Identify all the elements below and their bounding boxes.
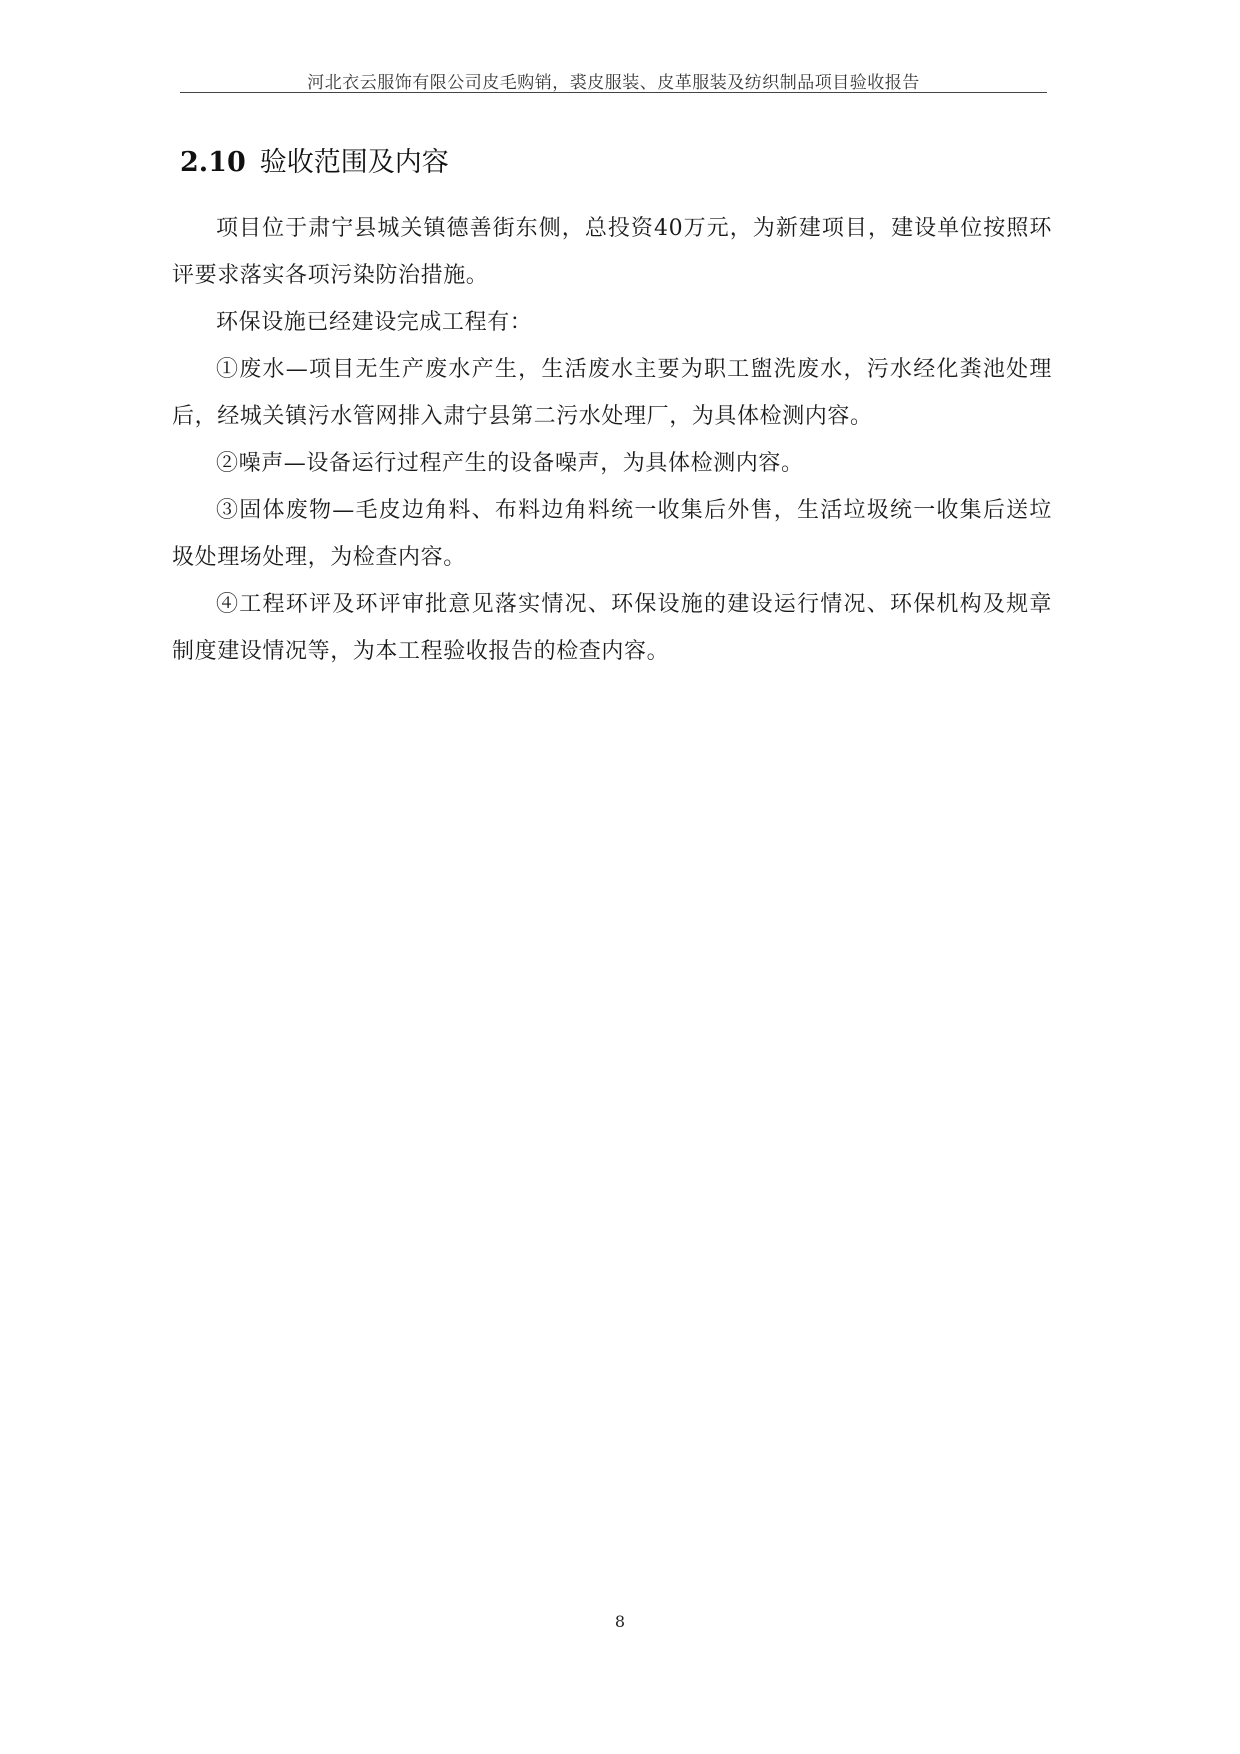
paragraph-facilities-intro: 环保设施已经建设完成工程有： bbox=[216, 310, 533, 335]
page-number: 8 bbox=[614, 1612, 626, 1631]
section-title: 验收范围及内容 bbox=[259, 147, 449, 178]
header-rule bbox=[180, 92, 1047, 93]
paragraph-noise: ②噪声—设备运行过程产生的设备噪声，为具体检测内容。 bbox=[216, 451, 804, 476]
paragraph-project-location: 项目位于肃宁县城关镇德善街东侧，总投资40万元，为新建项目，建设单位按照环评要求落实各项污染防治措施。 bbox=[172, 216, 1052, 288]
running-header: 河北衣云服饰有限公司皮毛购销，裘皮服装、皮革服装及纺织制品项目验收报告 bbox=[307, 73, 920, 93]
section-heading bbox=[180, 140, 449, 179]
paragraph-wastewater: ①废水—项目无生产废水产生，生活废水主要为职工盥洗废水，污水经化粪池处理后，经城关镇污水管网排入肃宁县第二污水处理厂，为具体检测内容。 bbox=[172, 357, 1052, 429]
paragraph-solid-waste: ③固体废物—毛皮边角料、布料边角料统一收集后外售，生活垃圾统一收集后送垃圾处理场处理，为检查内容。 bbox=[172, 498, 1052, 570]
paragraph-inspection-items: ④工程环评及环评审批意见落实情况、环保设施的建设运行情况、环保机构及规章制度建设情况等，为本工程验收报告的检查内容。 bbox=[172, 592, 1052, 664]
section-body bbox=[172, 205, 1052, 675]
section-number: 2.10 bbox=[180, 147, 246, 178]
